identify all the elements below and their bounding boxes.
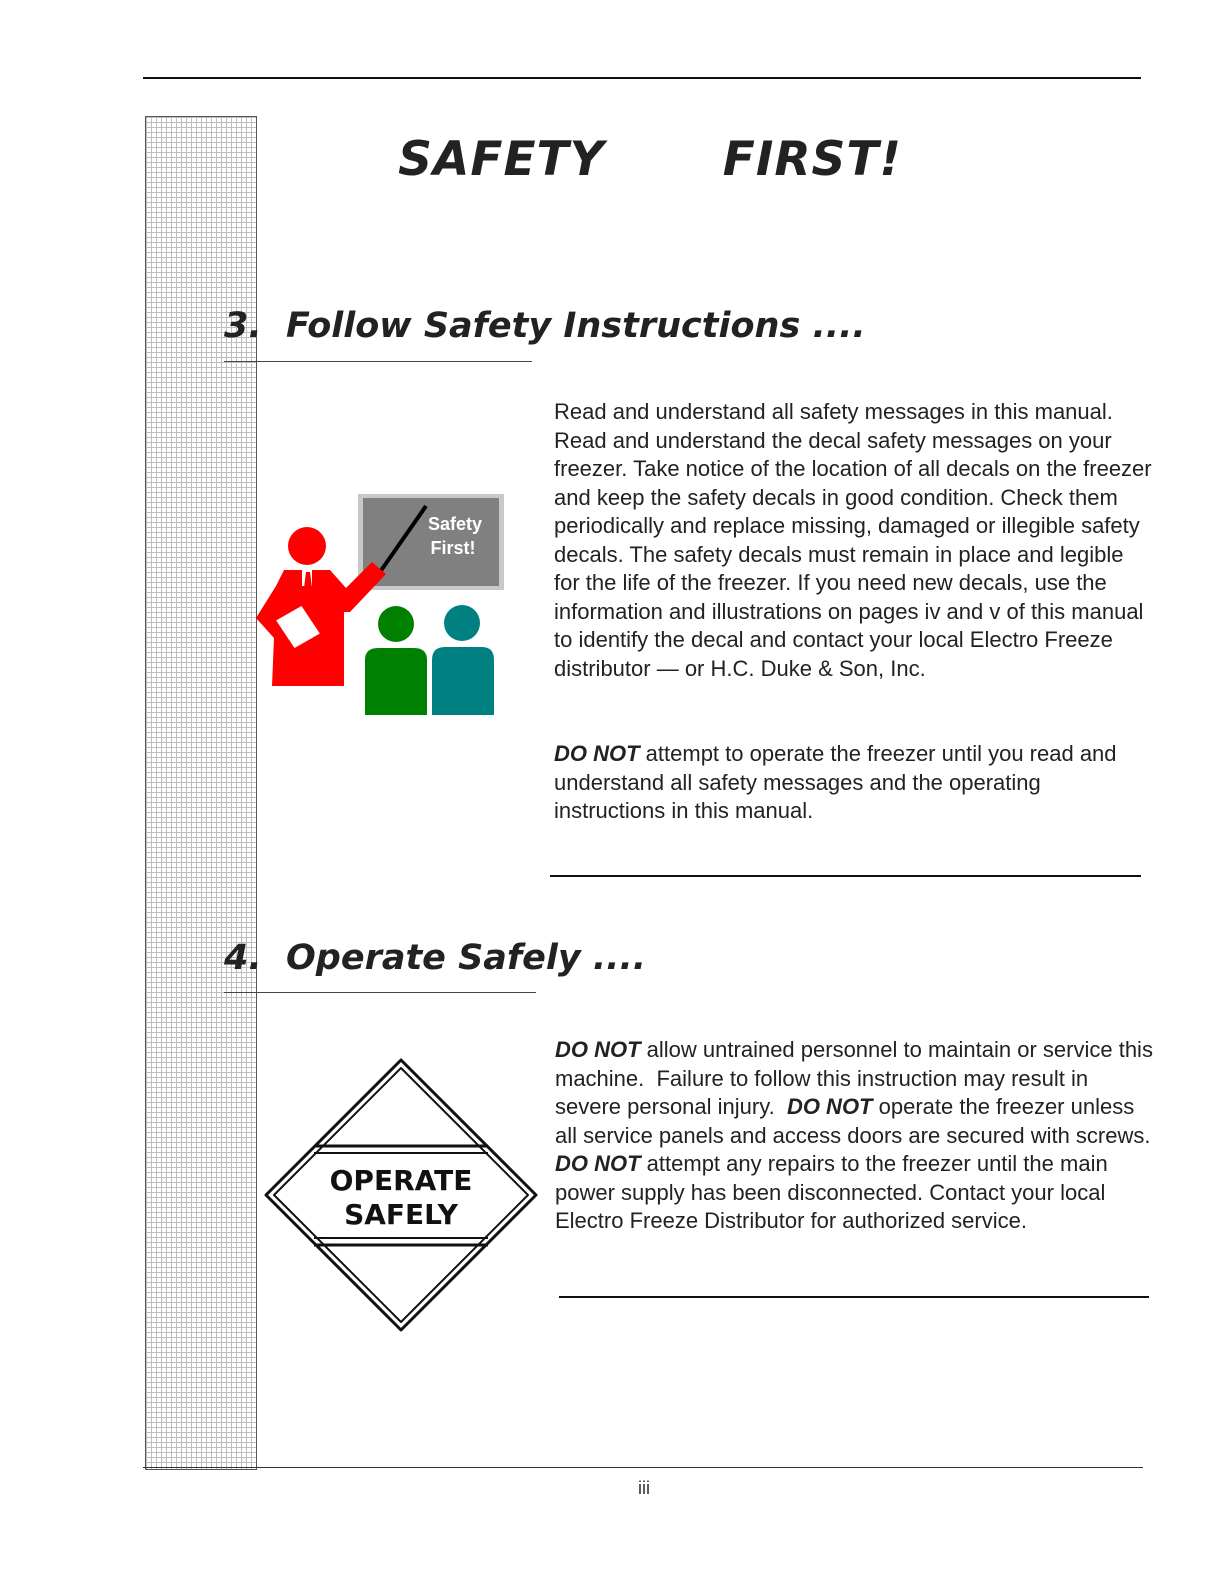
section-4-heading: 4. Operate Safely ....: [224, 938, 647, 978]
section-3-paragraph-2: [554, 740, 1154, 826]
sign-text-line2: SAFELY: [344, 1198, 458, 1231]
section-4-paragraph-text-3: attempt any repairs to the freezer until the main power supply has been disconnected. Contact your local Electro Freeze Distributor for authorized service.: [555, 1151, 1108, 1233]
board-text-line1: Safety: [427, 514, 483, 534]
top-rule: [143, 77, 1141, 79]
page-number: iii: [638, 1478, 650, 1498]
sign-text-line1: OPERATE: [329, 1164, 473, 1197]
do-not-emphasis: DO NOT: [555, 1151, 641, 1176]
section-4-end-rule: [559, 1296, 1149, 1298]
section-3-end-rule: [550, 875, 1141, 877]
listener-right: [432, 605, 494, 715]
section-3-heading-rule: [224, 361, 532, 362]
section-3-heading: 3. Follow Safety Instructions ....: [224, 306, 866, 346]
board-text-line2: First!: [430, 538, 476, 558]
page-title: SAFETY FIRST!: [398, 132, 902, 187]
presenter-with-board-icon: [250, 490, 510, 720]
do-not-emphasis: DO NOT: [786, 1094, 873, 1119]
listener-left: [365, 606, 427, 715]
operate-safely-sign-icon: [258, 1054, 544, 1336]
section-4-paragraph-text-2: operate the freezer unless all service panels and access doors are secured with screws.: [555, 1094, 1163, 1148]
section-4-heading-rule: [224, 992, 536, 993]
section-3-paragraph-2-text: attempt to operate the freezer until you read and understand all safety messages and the operating instructions in this manual.: [554, 741, 1117, 823]
do-not-emphasis: DO NOT: [554, 741, 640, 766]
bottom-rule: [143, 1467, 1143, 1468]
do-not-emphasis: DO NOT: [555, 1037, 641, 1062]
section-3-paragraph-1: Read and understand all safety messages in this manual. Read and understand the decal safety messages on your freezer. Take notice of the location of all decals on the freezer and keep the safety decals in good condition. Check them periodically and replace missing, damaged or illegible safety decals. The safety decals must remain in place and legible for the life of the freezer. If you need new decals, use the information and illustrations on pages iv and v of this manual to identify the decal and contact your local Electro Freeze distributor — or H.C. Duke & Son, Inc.: [554, 399, 1152, 681]
section-4-paragraph-text-1: allow untrained personnel to maintain or service this machine. Failure to follow this instruction may result in severe personal injury.: [555, 1037, 1160, 1119]
section-4-paragraph: [555, 1036, 1163, 1236]
